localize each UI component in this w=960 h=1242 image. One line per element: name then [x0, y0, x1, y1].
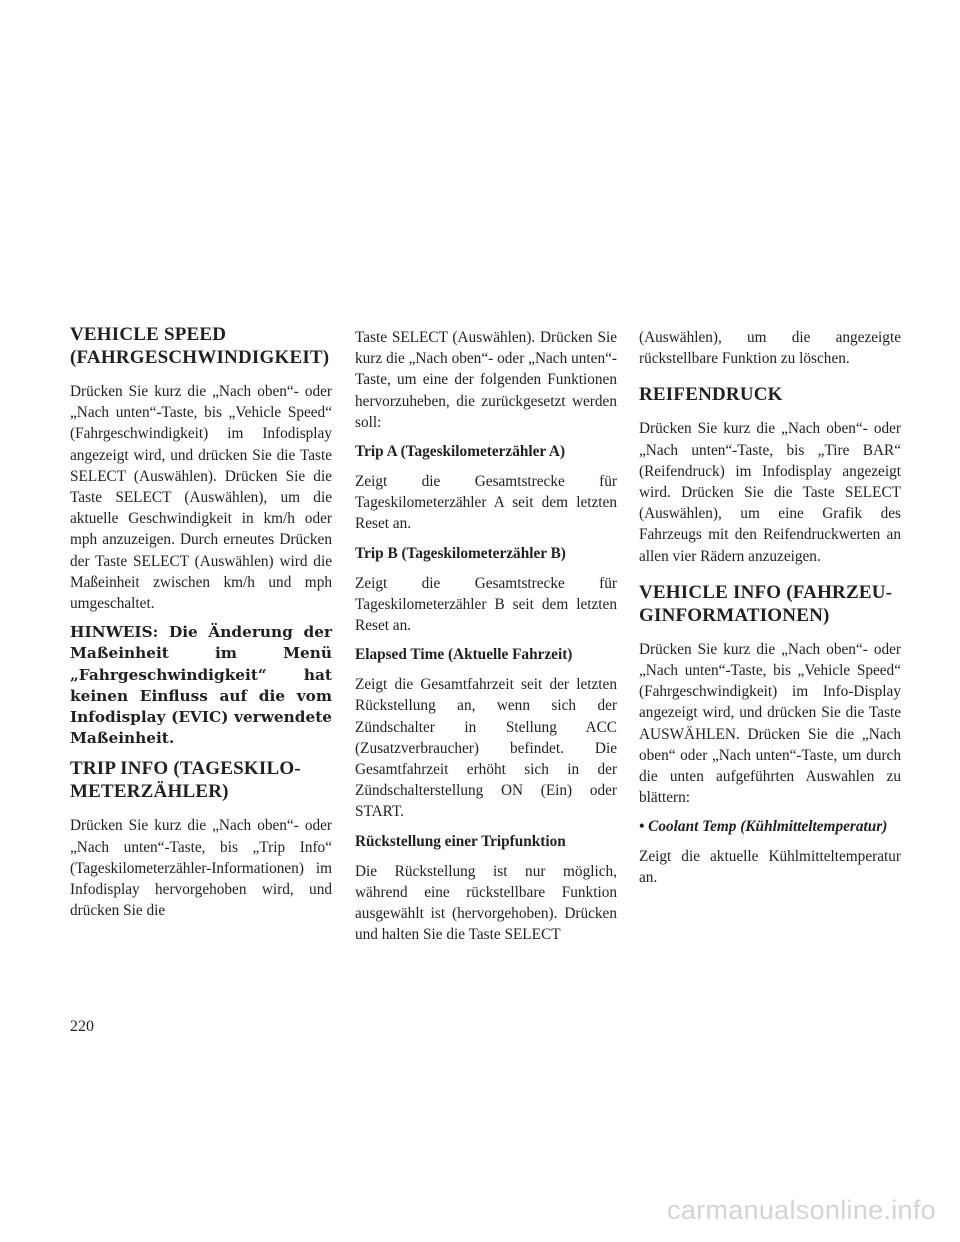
vehicle-speed-paragraph: Drücken Sie kurz die „Nach oben“- oder „Nach unten“-Taste, bis „Vehicle Speed“ (Fahrgeschwindigkeit) im Infodisplay angezeigt wird, und drücken Sie die Taste SELECT (Auswählen). Drücken Sie die Taste SELECT (Auswählen), um die aktuelle Geschwindigkeit in km/h oder mph anzuzeigen. Durch erneutes Drücken der Taste SELECT (Auswählen) wird die Maßeinheit zwischen km/h und mph umgeschaltet.	[70, 383, 332, 613]
note-paragraph: HINWEIS: Die Änderung der Maßeinheit im Menü „Fahrgeschwindigkeit“ hat keinen Einfluss auf die vom Infodisplay (EVIC) verwendete Maßeinheit.	[70, 623, 332, 748]
trip-a-text: Zeigt die Gesamtstrecke für Tageskilometerzähler A seit dem letzten Reset an.	[355, 473, 617, 533]
trip-intro-paragraph: Taste SELECT (Auswählen). Drücken Sie kurz die „Nach oben“- oder „Nach unten“-Taste, um eine der folgenden Funktionen hervorzuheben, die zurückgesetzt werden soll:	[355, 329, 617, 431]
vehicle-info-paragraph: Drücken Sie kurz die „Nach oben“- oder „Nach unten“-Taste, bis „Vehicle Speed“ (Fahrgeschwindigkeit) im Info-Display angezeigt wird, und drücken Sie die Taste AUSWÄHLEN. Drücken Sie die „Nach oben“ oder „Nach unten“-Taste, um durch die unten aufgeführten Auswahlen zu blättern:	[639, 640, 901, 807]
coolant-temp-bullet: • Coolant Temp (Kühlmitteltemperatur)	[639, 818, 888, 836]
trip-b-text: Zeigt die Gesamtstrecke für Tageskilometerzähler B seit dem letzten Reset an.	[355, 574, 617, 635]
reset-heading: Rückstellung einer Tripfunktion	[355, 832, 566, 850]
column-right	[639, 327, 901, 888]
trip-info-paragraph: Drücken Sie kurz die „Nach oben“- oder „Nach unten“-Taste, bis „Trip Info“ (Tageskilometerzähler-Informationen) im Infodisplay hervorgehoben wird, und drücken Sie die	[70, 817, 332, 920]
section-heading-vehicle-info: VEHICLE INFO (FAHRZEU- GINFORMATIONEN)	[639, 581, 893, 626]
elapsed-time-text: Zeigt die Gesamtfahrzeit seit der letzten Rückstellung an, wenn sich der Zündschalter in Stellung ACC (Zusatzverbraucher) befindet. Die Gesamtfahrzeit erhöht sich in der Zündschalterstellung ON (Ein) oder START.	[355, 676, 617, 821]
elapsed-time-heading: Elapsed Time (Aktuelle Fahrzeit)	[355, 646, 573, 664]
column-left	[70, 323, 332, 921]
column-middle	[355, 327, 617, 945]
section-heading-trip-info: TRIP INFO (TAGESKILO- METERZÄHLER)	[70, 758, 301, 803]
section-heading-reifendruck: REIFENDRUCK	[639, 384, 783, 406]
reset-continued-paragraph: (Auswählen), um die angezeigte rückstellbare Funktion zu löschen.	[639, 329, 901, 368]
section-heading-vehicle-speed: VEHICLE SPEED (FAHRGESCHWINDIGKEIT)	[70, 324, 330, 368]
page-number: 220	[70, 1018, 94, 1035]
trip-b-heading: Trip B (Tageskilometerzähler B)	[355, 544, 566, 562]
trip-a-heading: Trip A (Tageskilometerzähler A)	[355, 443, 566, 461]
reifendruck-paragraph: Drücken Sie kurz die „Nach oben“- oder „Nach unten“-Taste, bis „Tire BAR“ (Reifendruck) im Infodisplay angezeigt wird. Drücken Sie die Taste SELECT (Auswählen), um eine Grafik des Fahrzeugs mit den Reifendruckwerten an allen vier Rädern anzuzeigen.	[639, 420, 901, 565]
watermark-text: carmanualsonline.info	[667, 1195, 936, 1225]
reset-text: Die Rückstellung ist nur möglich, während eine rückstellbare Funktion ausgewählt ist (hervorgehoben). Drücken und halten Sie die Taste SELECT	[355, 862, 617, 944]
coolant-temp-text: Zeigt die aktuelle Kühlmitteltemperatur an.	[639, 847, 901, 886]
